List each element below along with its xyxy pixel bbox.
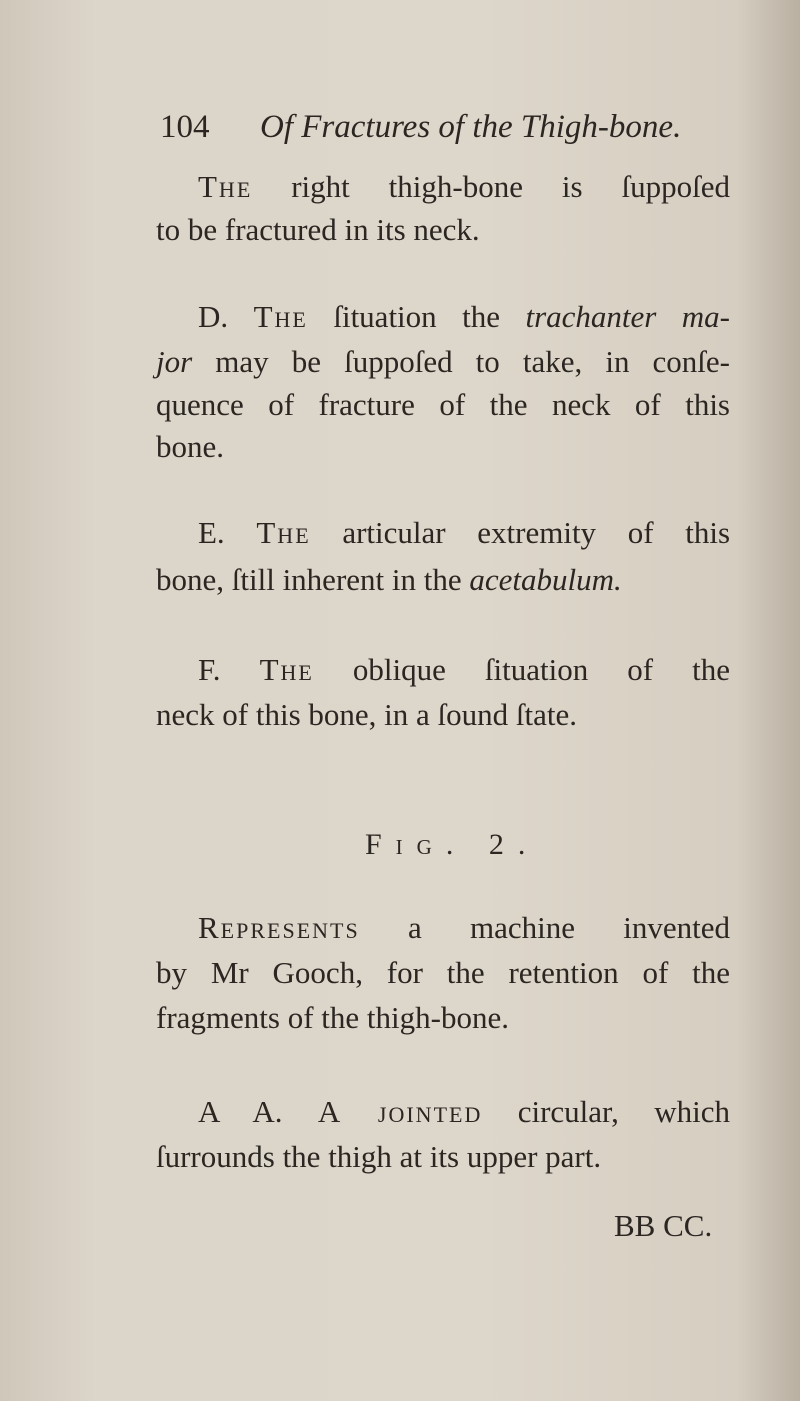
text: ſituation the xyxy=(333,299,500,334)
small-caps-lead: Represents xyxy=(198,910,360,945)
paragraph-d-line-2 xyxy=(156,342,730,382)
label: A A. xyxy=(198,1094,283,1129)
small-caps-lead: The xyxy=(256,515,311,550)
paragraph-f-line-2: neck of this bone, in a ſound ſtate. xyxy=(156,697,577,732)
label: E. xyxy=(198,515,225,550)
represents-line-3: fragments of the thigh-bone. xyxy=(156,1000,509,1035)
text: right thigh-bone is ſuppoſed xyxy=(291,169,730,204)
small-caps-lead: A jointed xyxy=(317,1094,483,1129)
paragraph-c-line-1 xyxy=(198,167,730,207)
represents-line-1 xyxy=(198,908,730,948)
page-number: 104 xyxy=(160,109,210,145)
paragraph-aa-line-1 xyxy=(198,1092,730,1132)
label: D. xyxy=(198,299,229,334)
figure-heading: Fig. 2. xyxy=(365,828,540,861)
small-caps-lead: The xyxy=(259,652,314,687)
text: bone, ſtill inherent in the xyxy=(156,562,462,597)
represents-line-2: by Mr Gooch, for the retention of the xyxy=(156,955,730,990)
catchword: BB CC. xyxy=(614,1208,713,1243)
italic-term: jor xyxy=(156,344,193,379)
text: circular, which xyxy=(517,1094,731,1129)
italic-term: trachanter ma- xyxy=(525,299,731,334)
paragraph-d-line-3: quence of fracture of the neck of this xyxy=(156,387,730,422)
text: articular extremity of this xyxy=(342,515,731,550)
text: may be ſuppoſed to take, in conſe- xyxy=(215,344,730,379)
italic-term: acetabulum. xyxy=(469,562,622,597)
running-title: Of Fractures of the Thigh-bone. xyxy=(260,109,682,145)
paragraph-d-line-1 xyxy=(198,297,730,337)
text: oblique ſituation of the xyxy=(352,652,731,687)
paragraph-aa-line-2: ſurrounds the thigh at its upper part. xyxy=(156,1139,602,1174)
paragraph-c-line-2: to be fractured in its neck. xyxy=(156,212,480,247)
paragraph-e-line-1 xyxy=(198,513,730,553)
paragraph-d-line-4: bone. xyxy=(156,429,225,464)
text: a machine invented xyxy=(407,910,730,945)
paragraph-f-line-1 xyxy=(198,650,730,690)
label: F. xyxy=(198,652,221,687)
small-caps-lead: The xyxy=(253,299,308,334)
running-header xyxy=(160,105,690,149)
paragraph-e-line-2 xyxy=(156,560,730,600)
small-caps-lead: The xyxy=(198,169,253,204)
